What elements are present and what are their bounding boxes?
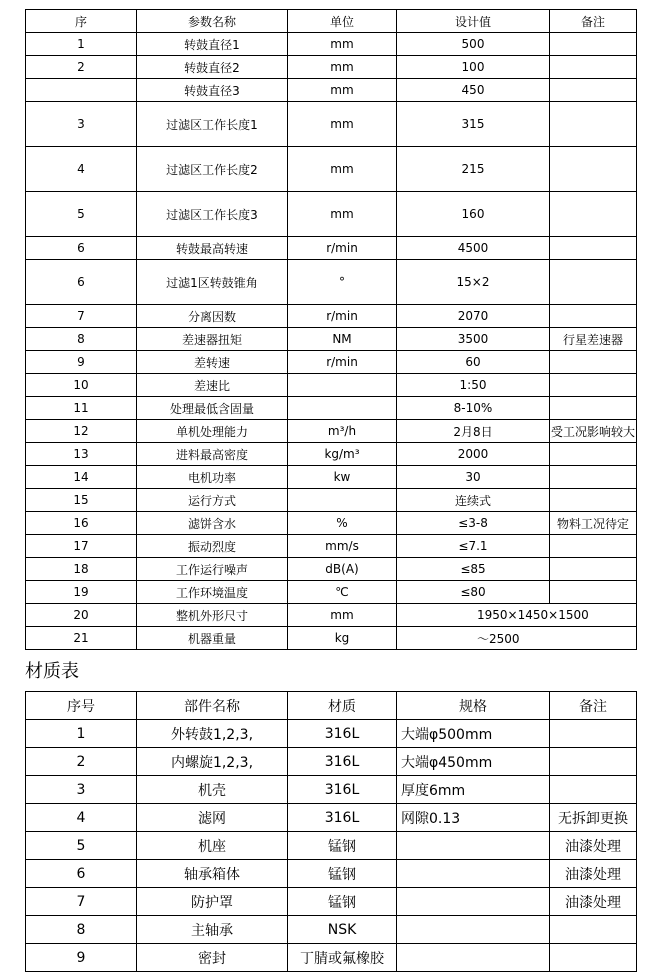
param-value: 30 bbox=[397, 466, 550, 489]
table-row bbox=[26, 237, 637, 260]
part-name: 密封 bbox=[137, 944, 288, 972]
material: 316L bbox=[288, 776, 397, 804]
header-cell: 材质 bbox=[288, 692, 397, 720]
table-row bbox=[26, 888, 637, 916]
param-value: 160 bbox=[397, 192, 550, 237]
param-name: 机器重量 bbox=[137, 627, 288, 650]
param-note bbox=[550, 374, 637, 397]
param-value: 215 bbox=[397, 147, 550, 192]
param-value: ≤7.1 bbox=[397, 535, 550, 558]
param-unit: kg/m³ bbox=[288, 443, 397, 466]
param-note bbox=[550, 535, 637, 558]
header-cell: 备注 bbox=[550, 10, 637, 33]
param-unit: kw bbox=[288, 466, 397, 489]
param-value: 3500 bbox=[397, 328, 550, 351]
note bbox=[550, 776, 637, 804]
row-number: 5 bbox=[26, 192, 137, 237]
table-row bbox=[26, 351, 637, 374]
param-unit: dB(A) bbox=[288, 558, 397, 581]
param-name: 工作环境温度 bbox=[137, 581, 288, 604]
note: 油漆处理 bbox=[550, 888, 637, 916]
part-name: 轴承箱体 bbox=[137, 860, 288, 888]
row-number: 8 bbox=[26, 328, 137, 351]
param-value: 2000 bbox=[397, 443, 550, 466]
part-name: 机壳 bbox=[137, 776, 288, 804]
param-note bbox=[550, 466, 637, 489]
param-unit: ° bbox=[288, 260, 397, 305]
table-row bbox=[26, 832, 637, 860]
param-name: 整机外形尺寸 bbox=[137, 604, 288, 627]
note bbox=[550, 944, 637, 972]
part-name: 主轴承 bbox=[137, 916, 288, 944]
table-row bbox=[26, 776, 637, 804]
param-name: 过滤区工作长度3 bbox=[137, 192, 288, 237]
header-cell: 备注 bbox=[550, 692, 637, 720]
header-cell: 序号 bbox=[26, 692, 137, 720]
param-note: 行星差速器 bbox=[550, 328, 637, 351]
spec: 厚度6mm bbox=[397, 776, 550, 804]
spec: 大端φ450mm bbox=[397, 748, 550, 776]
row-number: 18 bbox=[26, 558, 137, 581]
table-row bbox=[26, 489, 637, 512]
row-number: 6 bbox=[26, 860, 137, 888]
material: 丁腈或氟橡胶 bbox=[288, 944, 397, 972]
param-unit: % bbox=[288, 512, 397, 535]
table-row bbox=[26, 192, 637, 237]
table-row bbox=[26, 33, 637, 56]
param-value: 8-10% bbox=[397, 397, 550, 420]
row-number: 17 bbox=[26, 535, 137, 558]
param-name: 过滤区工作长度2 bbox=[137, 147, 288, 192]
param-note bbox=[550, 260, 637, 305]
material: 锰钢 bbox=[288, 860, 397, 888]
param-note bbox=[550, 33, 637, 56]
param-note bbox=[550, 443, 637, 466]
part-name: 机座 bbox=[137, 832, 288, 860]
param-note bbox=[550, 192, 637, 237]
header-row bbox=[26, 692, 637, 720]
row-number: 13 bbox=[26, 443, 137, 466]
note bbox=[550, 720, 637, 748]
param-name: 转鼓直径2 bbox=[137, 56, 288, 79]
param-name: 电机功率 bbox=[137, 466, 288, 489]
table-row bbox=[26, 466, 637, 489]
param-value: ≤3-8 bbox=[397, 512, 550, 535]
note: 无拆卸更换 bbox=[550, 804, 637, 832]
row-number: 21 bbox=[26, 627, 137, 650]
param-value: ～2500 bbox=[397, 627, 637, 650]
row-number: 6 bbox=[26, 260, 137, 305]
table-row bbox=[26, 512, 637, 535]
table-row bbox=[26, 535, 637, 558]
row-number: 10 bbox=[26, 374, 137, 397]
param-unit bbox=[288, 374, 397, 397]
param-unit: kg bbox=[288, 627, 397, 650]
table-row bbox=[26, 748, 637, 776]
param-name: 过滤区工作长度1 bbox=[137, 102, 288, 147]
param-note bbox=[550, 558, 637, 581]
table-row bbox=[26, 397, 637, 420]
param-note bbox=[550, 351, 637, 374]
table-row bbox=[26, 604, 637, 627]
param-unit: ℃ bbox=[288, 581, 397, 604]
row-number: 4 bbox=[26, 147, 137, 192]
param-name: 转鼓直径1 bbox=[137, 33, 288, 56]
table-row bbox=[26, 147, 637, 192]
header-cell: 规格 bbox=[397, 692, 550, 720]
param-unit: mm bbox=[288, 102, 397, 147]
param-value: 60 bbox=[397, 351, 550, 374]
note bbox=[550, 916, 637, 944]
material: 316L bbox=[288, 720, 397, 748]
param-note bbox=[550, 102, 637, 147]
material: NSK bbox=[288, 916, 397, 944]
table-row bbox=[26, 558, 637, 581]
part-name: 防护罩 bbox=[137, 888, 288, 916]
param-value: 15×2 bbox=[397, 260, 550, 305]
param-note bbox=[550, 305, 637, 328]
table-row bbox=[26, 860, 637, 888]
param-name: 振动烈度 bbox=[137, 535, 288, 558]
spec bbox=[397, 832, 550, 860]
table-row bbox=[26, 374, 637, 397]
row-number: 16 bbox=[26, 512, 137, 535]
table-row bbox=[26, 102, 637, 147]
row-number: 9 bbox=[26, 351, 137, 374]
row-number: 2 bbox=[26, 748, 137, 776]
param-unit: r/min bbox=[288, 237, 397, 260]
param-value: 连续式 bbox=[397, 489, 550, 512]
param-name: 差速器扭矩 bbox=[137, 328, 288, 351]
param-name: 转鼓直径3 bbox=[137, 79, 288, 102]
param-note bbox=[550, 237, 637, 260]
materials-table-title: 材质表 bbox=[25, 661, 79, 682]
param-value: ≤85 bbox=[397, 558, 550, 581]
material: 316L bbox=[288, 804, 397, 832]
param-name: 过滤1区转鼓锥角 bbox=[137, 260, 288, 305]
param-unit: r/min bbox=[288, 351, 397, 374]
param-note bbox=[550, 79, 637, 102]
table-row bbox=[26, 804, 637, 832]
param-note bbox=[550, 581, 637, 604]
row-number: 1 bbox=[26, 33, 137, 56]
param-unit bbox=[288, 489, 397, 512]
table-row bbox=[26, 305, 637, 328]
material: 锰钢 bbox=[288, 888, 397, 916]
note: 油漆处理 bbox=[550, 832, 637, 860]
row-number: 19 bbox=[26, 581, 137, 604]
param-value: 2月8日 bbox=[397, 420, 550, 443]
row-number: 3 bbox=[26, 102, 137, 147]
param-unit: mm/s bbox=[288, 535, 397, 558]
spec: 网隙0.13 bbox=[397, 804, 550, 832]
table-row bbox=[26, 79, 637, 102]
row-number: 3 bbox=[26, 776, 137, 804]
param-name: 进料最高密度 bbox=[137, 443, 288, 466]
spec bbox=[397, 916, 550, 944]
param-unit: r/min bbox=[288, 305, 397, 328]
part-name: 内螺旋1,2,3, bbox=[137, 748, 288, 776]
param-value: ≤80 bbox=[397, 581, 550, 604]
header-cell: 部件名称 bbox=[137, 692, 288, 720]
row-number: 1 bbox=[26, 720, 137, 748]
table-row bbox=[26, 420, 637, 443]
param-value: 315 bbox=[397, 102, 550, 147]
spec bbox=[397, 944, 550, 972]
param-value: 1:50 bbox=[397, 374, 550, 397]
part-name: 滤网 bbox=[137, 804, 288, 832]
param-note: 受工况影响较大 bbox=[550, 420, 637, 443]
spec bbox=[397, 888, 550, 916]
param-name: 处理最低含固量 bbox=[137, 397, 288, 420]
param-unit: mm bbox=[288, 192, 397, 237]
table-row bbox=[26, 443, 637, 466]
row-number: 8 bbox=[26, 916, 137, 944]
param-name: 工作运行噪声 bbox=[137, 558, 288, 581]
param-value: 500 bbox=[397, 33, 550, 56]
table-row bbox=[26, 916, 637, 944]
param-unit: mm bbox=[288, 56, 397, 79]
param-note bbox=[550, 489, 637, 512]
param-name: 转鼓最高转速 bbox=[137, 237, 288, 260]
row-number: 7 bbox=[26, 888, 137, 916]
param-note bbox=[550, 147, 637, 192]
row-number: 11 bbox=[26, 397, 137, 420]
header-cell: 单位 bbox=[288, 10, 397, 33]
row-number: 9 bbox=[26, 944, 137, 972]
param-unit: mm bbox=[288, 33, 397, 56]
param-value: 1950×1450×1500 bbox=[397, 604, 637, 627]
table-row bbox=[26, 720, 637, 748]
note: 油漆处理 bbox=[550, 860, 637, 888]
header-cell: 序 bbox=[26, 10, 137, 33]
material: 316L bbox=[288, 748, 397, 776]
param-value: 4500 bbox=[397, 237, 550, 260]
table-row bbox=[26, 944, 637, 972]
param-unit: mm bbox=[288, 79, 397, 102]
table-row bbox=[26, 260, 637, 305]
param-name: 差速比 bbox=[137, 374, 288, 397]
note bbox=[550, 748, 637, 776]
table-row bbox=[26, 328, 637, 351]
header-cell: 参数名称 bbox=[137, 10, 288, 33]
param-note bbox=[550, 56, 637, 79]
row-number: 2 bbox=[26, 56, 137, 79]
table-row bbox=[26, 627, 637, 650]
spec bbox=[397, 860, 550, 888]
param-unit: mm bbox=[288, 604, 397, 627]
material: 锰钢 bbox=[288, 832, 397, 860]
param-value: 2070 bbox=[397, 305, 550, 328]
param-unit: mm bbox=[288, 147, 397, 192]
row-number: 20 bbox=[26, 604, 137, 627]
part-name: 外转鼓1,2,3, bbox=[137, 720, 288, 748]
header-row bbox=[26, 10, 637, 33]
parameters-table bbox=[25, 9, 637, 650]
param-value: 100 bbox=[397, 56, 550, 79]
row-number: 4 bbox=[26, 804, 137, 832]
param-unit bbox=[288, 397, 397, 420]
spec: 大端φ500mm bbox=[397, 720, 550, 748]
param-note bbox=[550, 397, 637, 420]
param-name: 运行方式 bbox=[137, 489, 288, 512]
header-cell: 设计值 bbox=[397, 10, 550, 33]
row-number: 6 bbox=[26, 237, 137, 260]
param-note: 物料工况待定 bbox=[550, 512, 637, 535]
param-value: 450 bbox=[397, 79, 550, 102]
row-number: 15 bbox=[26, 489, 137, 512]
param-name: 分离因数 bbox=[137, 305, 288, 328]
param-unit: NM bbox=[288, 328, 397, 351]
row-number: 14 bbox=[26, 466, 137, 489]
row-number bbox=[26, 79, 137, 102]
table-row bbox=[26, 56, 637, 79]
param-name: 滤饼含水 bbox=[137, 512, 288, 535]
row-number: 12 bbox=[26, 420, 137, 443]
row-number: 7 bbox=[26, 305, 137, 328]
materials-table bbox=[25, 691, 637, 972]
table-row bbox=[26, 581, 637, 604]
param-name: 差转速 bbox=[137, 351, 288, 374]
param-unit: m³/h bbox=[288, 420, 397, 443]
param-name: 单机处理能力 bbox=[137, 420, 288, 443]
row-number: 5 bbox=[26, 832, 137, 860]
